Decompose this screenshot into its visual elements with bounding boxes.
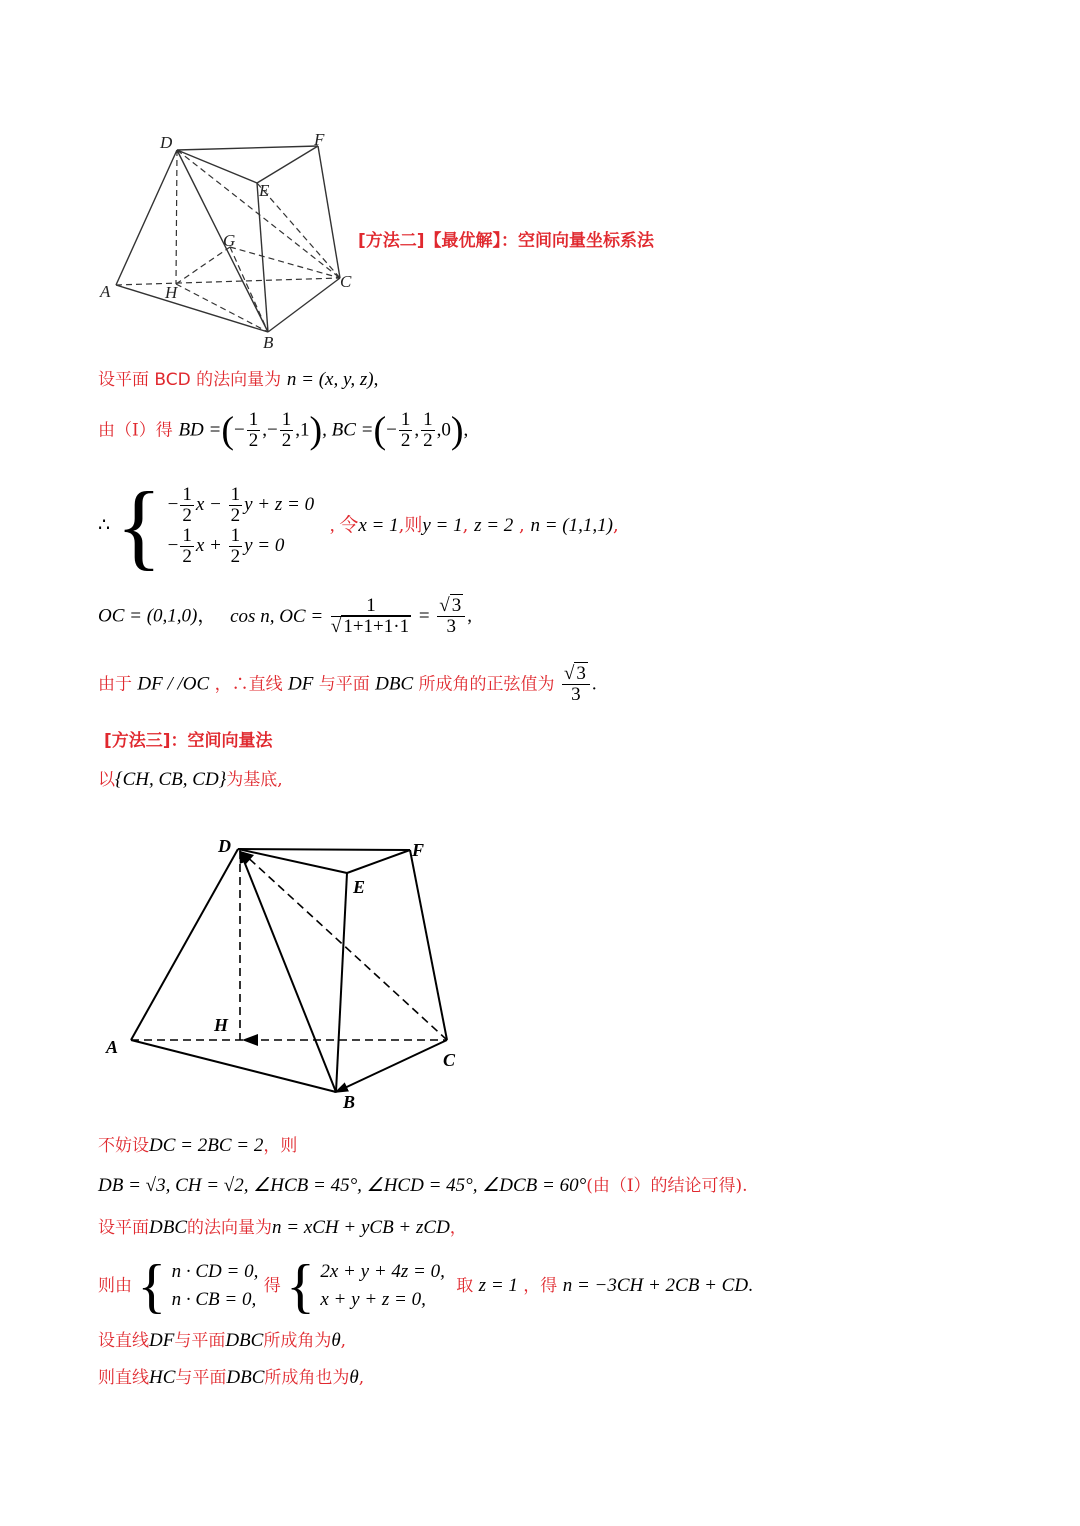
fig1-label-h: H: [165, 283, 178, 302]
fig1-label-c: C: [340, 272, 352, 291]
equation-1: − $\frac{1}{2}$ x − $\frac{1}{2}$ y + z = 0: [167, 484, 315, 526]
normal-vector-text: 设平面 BCD 的法向量为: [98, 370, 282, 390]
from-part-one-text: 由（Ⅰ）得: [98, 420, 173, 441]
method2-line-vectors: 由（Ⅰ）得 BD =(− $\frac{1}{2}$ ,− $\frac{1}{2}$ ,1), BC =(− $\frac{1}{2}$ , $\frac{1}{2}$ ,0),: [98, 409, 469, 452]
bc-frac-1: $\frac{1}{2}$: [400, 409, 411, 451]
fig1-label-f: F: [314, 130, 325, 149]
fig1-label-e: E: [259, 181, 270, 200]
z-math: z = 2: [474, 515, 514, 536]
fig1-label-b: B: [263, 333, 274, 352]
normal-math: n = xCH + yCB + zCD: [272, 1217, 450, 1238]
method2-conclusion: 由于 DF / /OC ，∴直线 DF 与平面 DBC 所成角的正弦值为 $\frac{√ 3}{3}$ .: [98, 663, 597, 705]
assume-math: DC = 2BC = 2: [149, 1135, 264, 1156]
cos-fraction: $\frac{1}{√ 1+1+1\cdot 1}$: [330, 595, 410, 637]
bd-frac-2: $\frac{1}{2}$: [281, 409, 292, 451]
method3-angle-1: 设直线DF与平面DBC所成角为θ,: [98, 1330, 347, 1351]
fig2-label-e: E: [353, 877, 366, 897]
equation-2: − $\frac{1}{2}$ x + $\frac{1}{2}$ y = 0: [167, 525, 285, 567]
method2-heading: [方法二]【最优解】：空间向量坐标系法: [358, 231, 655, 251]
cos-label: cos n, OC =: [230, 605, 324, 627]
let-math: x = 1: [358, 515, 399, 536]
equation-pair: [168, 485, 314, 567]
answer-sqrt3-over-3: $\frac{√ 3}{3}$: [562, 664, 590, 705]
sqrt3-over-3: $\frac{√ 3}{3}$: [437, 596, 465, 637]
fig2-label-d: D: [218, 836, 231, 856]
fig2-label-c: C: [443, 1050, 456, 1070]
lengths-math: DB = √3, CH = √2, ∠HCB = 45°, ∠HCD = 45°, ∠DCB = 60°: [98, 1175, 587, 1196]
method2-cos-line: OC = (0,1,0)， cos n, OC = $\frac{1}{√ 1+1+1\cdot 1}$ = $\frac{√ 3}{3}$ ,: [98, 595, 472, 637]
fig1-label-g: G: [223, 231, 236, 250]
method2-system: ∴ { − $\frac{1}{2}$ x − $\frac{1}{2}$ y + z = 0 − $\frac{1}{2}$ x + $\frac{1}{2}$ y = 0 , 令x = 1,则y = 1, z = 2 , n = (1,1,1),: [98, 472, 619, 579]
fig1-label-d: D: [160, 133, 173, 152]
comma: ,: [373, 369, 379, 390]
method3-lengths: [98, 1174, 748, 1198]
result-math: n = −3CH + 2CB + CD: [562, 1275, 749, 1296]
method3-assume: 不妨设DC = 2BC = 2，则: [98, 1135, 298, 1156]
method3-normal: 设平面DBC的法向量为n = xCH + yCB + zCD，: [98, 1217, 467, 1238]
method3-angle-2: 则直线HC与平面DBC所成角也为θ,: [98, 1367, 365, 1388]
let-text: , 令: [329, 515, 359, 536]
then-text: ,则: [398, 515, 423, 536]
oc-math: OC = (0,1,0): [98, 605, 198, 627]
method3-heading: [方法三]：空间向量法: [104, 731, 273, 751]
bc-frac-2: $\frac{1}{2}$: [423, 409, 433, 451]
therefore-symbol: ∴: [98, 515, 111, 536]
fig2-label-f: F: [412, 840, 425, 860]
method3-basis: 以{CH, CB, CD}为基底,: [98, 769, 283, 790]
system-1: n · CD = 0, n · CB = 0,: [171, 1261, 259, 1310]
fig1-label-a: A: [100, 282, 111, 301]
lengths-note: (由（Ⅰ）的结论可得).: [586, 1176, 748, 1196]
n-math: n = (1,1,1): [530, 515, 613, 536]
fig2-label-h: H: [214, 1015, 229, 1035]
method3-system: 则由 { n · CD = 0, n · CB = 0, 得 { 2x + y + 4z = 0, x + y + z = 0, 取 z = 1 ，得 n = −3CH + 2CB + CD.: [98, 1253, 753, 1319]
method2-line-normal: [98, 368, 378, 392]
system-2: 2x + y + 4z = 0, x + y + z = 0,: [320, 1261, 445, 1310]
then-math: y = 1: [422, 515, 463, 536]
bd-frac-1: $\frac{1}{2}$: [248, 409, 259, 451]
bc-label: , BC =: [322, 419, 374, 441]
fig2-label-b: B: [343, 1092, 356, 1112]
figure-1-diagram: [90, 125, 370, 355]
fig2-label-a: A: [106, 1037, 119, 1057]
basis-math: {CH, CB, CD}: [115, 769, 227, 790]
normal-vector-math: n = (x, y, z): [286, 369, 374, 390]
bd-label: BD =: [178, 419, 222, 441]
figure-2-diagram: [100, 830, 480, 1120]
df-parallel-oc: DF / /OC: [137, 673, 210, 695]
